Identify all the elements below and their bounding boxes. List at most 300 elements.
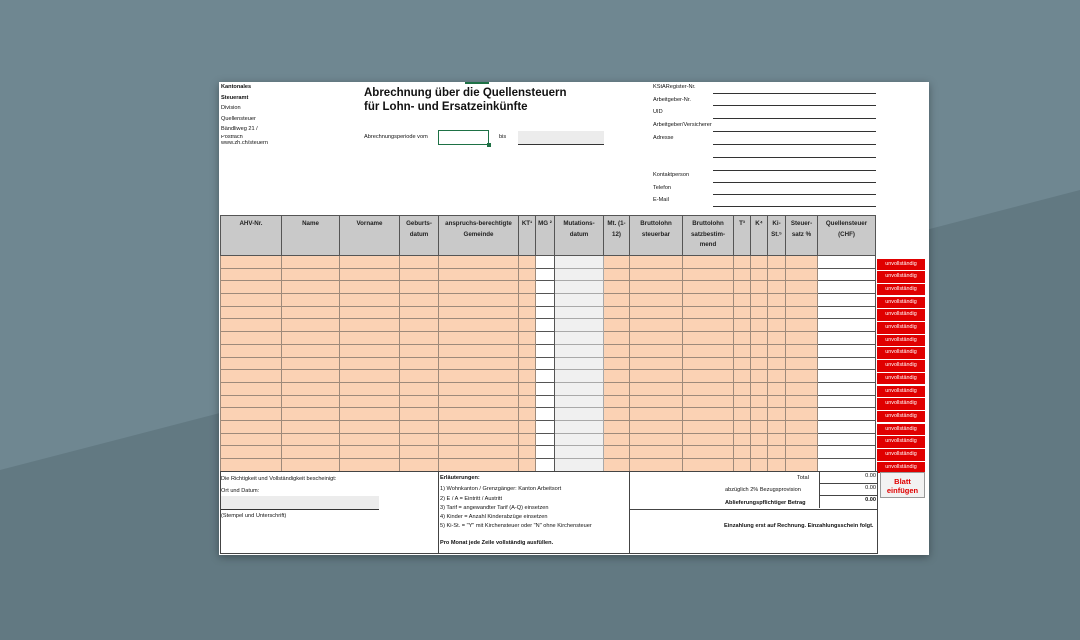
cell-kt[interactable] bbox=[519, 408, 536, 421]
cell-quellensteuer[interactable] bbox=[818, 256, 876, 269]
cell-gemeinde[interactable] bbox=[439, 344, 519, 357]
cell-monat[interactable] bbox=[604, 459, 630, 472]
cell-name[interactable] bbox=[282, 395, 340, 408]
cell-vorname[interactable] bbox=[340, 319, 400, 332]
cell-quellensteuer[interactable] bbox=[818, 294, 876, 307]
cell-kinder[interactable] bbox=[751, 370, 768, 383]
org-line: Division bbox=[221, 105, 241, 111]
cell-kirchensteuer[interactable] bbox=[768, 344, 786, 357]
cell-monat[interactable] bbox=[604, 382, 630, 395]
cell-kinder[interactable] bbox=[751, 268, 768, 281]
cell-ahv-nr[interactable] bbox=[221, 319, 282, 332]
cell-name[interactable] bbox=[282, 357, 340, 370]
cell-kt[interactable] bbox=[519, 420, 536, 433]
cell-kinder[interactable] bbox=[751, 281, 768, 294]
cell-kirchensteuer[interactable] bbox=[768, 370, 786, 383]
cell-steuersatz[interactable] bbox=[786, 433, 818, 446]
cell-gemeinde[interactable] bbox=[439, 408, 519, 421]
cell-bruttolohn-satzbestimmend[interactable] bbox=[683, 382, 734, 395]
cell-bruttolohn-satzbestimmend[interactable] bbox=[683, 357, 734, 370]
cell-steuersatz[interactable] bbox=[786, 420, 818, 433]
cell-bruttolohn-satzbestimmend[interactable] bbox=[683, 256, 734, 269]
cell-bruttolohn-satzbestimmend[interactable] bbox=[683, 446, 734, 459]
cell-tarif[interactable] bbox=[734, 395, 751, 408]
cell-kinder[interactable] bbox=[751, 357, 768, 370]
cell-tarif[interactable] bbox=[734, 382, 751, 395]
cell-kirchensteuer[interactable] bbox=[768, 332, 786, 345]
cell-mutationsdatum[interactable] bbox=[555, 370, 604, 383]
cell-gemeinde[interactable] bbox=[439, 281, 519, 294]
cell-ahv-nr[interactable] bbox=[221, 294, 282, 307]
cell-vorname[interactable] bbox=[340, 459, 400, 472]
cell-gemeinde[interactable] bbox=[439, 446, 519, 459]
cell-monat[interactable] bbox=[604, 256, 630, 269]
cell-mutationsdatum[interactable] bbox=[555, 446, 604, 459]
organization-block bbox=[221, 82, 281, 149]
cell-bruttolohn-steuerbar[interactable] bbox=[630, 370, 683, 383]
cell-geburtsdatum[interactable] bbox=[400, 268, 439, 281]
cell-mutationsdatum[interactable] bbox=[555, 332, 604, 345]
cell-kirchensteuer[interactable] bbox=[768, 382, 786, 395]
cell-bruttolohn-satzbestimmend[interactable] bbox=[683, 332, 734, 345]
cell-ahv-nr[interactable] bbox=[221, 370, 282, 383]
cell-vorname[interactable] bbox=[340, 408, 400, 421]
cell-geburtsdatum[interactable] bbox=[400, 420, 439, 433]
cell-monat[interactable] bbox=[604, 357, 630, 370]
cell-geburtsdatum[interactable] bbox=[400, 319, 439, 332]
cell-bruttolohn-satzbestimmend[interactable] bbox=[683, 281, 734, 294]
status-badge: unvollständig bbox=[877, 360, 925, 372]
cell-mutationsdatum[interactable] bbox=[555, 459, 604, 472]
cell-kt[interactable] bbox=[519, 332, 536, 345]
telefon-input[interactable] bbox=[713, 194, 876, 195]
cell-mutationsdatum[interactable] bbox=[555, 344, 604, 357]
cell-monat[interactable] bbox=[604, 294, 630, 307]
cell-quellensteuer[interactable] bbox=[818, 319, 876, 332]
cell-bruttolohn-steuerbar[interactable] bbox=[630, 420, 683, 433]
cell-vorname[interactable] bbox=[340, 395, 400, 408]
cell-kinder[interactable] bbox=[751, 420, 768, 433]
cell-quellensteuer[interactable] bbox=[818, 357, 876, 370]
cell-steuersatz[interactable] bbox=[786, 357, 818, 370]
cell-name[interactable] bbox=[282, 332, 340, 345]
cell-kirchensteuer[interactable] bbox=[768, 256, 786, 269]
cell-geburtsdatum[interactable] bbox=[400, 344, 439, 357]
payment-note: Einzahlung erst auf Rechnung. Einzahlungsschein folgt. bbox=[724, 523, 874, 529]
cell-name[interactable] bbox=[282, 344, 340, 357]
cell-kirchensteuer[interactable] bbox=[768, 433, 786, 446]
cell-bruttolohn-satzbestimmend[interactable] bbox=[683, 459, 734, 472]
cell-geburtsdatum[interactable] bbox=[400, 306, 439, 319]
cell-bruttolohn-satzbestimmend[interactable] bbox=[683, 433, 734, 446]
cell-mutationsdatum[interactable] bbox=[555, 256, 604, 269]
cell-steuersatz[interactable] bbox=[786, 370, 818, 383]
cell-kt[interactable] bbox=[519, 370, 536, 383]
cell-geburtsdatum[interactable] bbox=[400, 357, 439, 370]
cell-steuersatz[interactable] bbox=[786, 459, 818, 472]
cell-geburtsdatum[interactable] bbox=[400, 433, 439, 446]
cell-mg[interactable] bbox=[536, 357, 555, 370]
cell-gemeinde[interactable] bbox=[439, 306, 519, 319]
cell-kt[interactable] bbox=[519, 357, 536, 370]
cell-bruttolohn-steuerbar[interactable] bbox=[630, 332, 683, 345]
cell-bruttolohn-satzbestimmend[interactable] bbox=[683, 408, 734, 421]
cell-ahv-nr[interactable] bbox=[221, 268, 282, 281]
add-sheet-button[interactable]: Blatt einfügen bbox=[880, 472, 925, 498]
cell-kirchensteuer[interactable] bbox=[768, 294, 786, 307]
cell-kirchensteuer[interactable] bbox=[768, 268, 786, 281]
cell-mg[interactable] bbox=[536, 294, 555, 307]
period-from-input[interactable] bbox=[438, 130, 489, 145]
cell-tarif[interactable] bbox=[734, 268, 751, 281]
cell-geburtsdatum[interactable] bbox=[400, 446, 439, 459]
email-input[interactable] bbox=[713, 206, 876, 207]
cell-gemeinde[interactable] bbox=[439, 294, 519, 307]
cell-monat[interactable] bbox=[604, 395, 630, 408]
cell-vorname[interactable] bbox=[340, 420, 400, 433]
cell-monat[interactable] bbox=[604, 268, 630, 281]
cell-steuersatz[interactable] bbox=[786, 382, 818, 395]
cell-kt[interactable] bbox=[519, 306, 536, 319]
cell-tarif[interactable] bbox=[734, 420, 751, 433]
cell-tarif[interactable] bbox=[734, 344, 751, 357]
cell-bruttolohn-steuerbar[interactable] bbox=[630, 319, 683, 332]
cell-quellensteuer[interactable] bbox=[818, 446, 876, 459]
cell-kirchensteuer[interactable] bbox=[768, 395, 786, 408]
kstaregister-input[interactable] bbox=[713, 93, 876, 94]
uid-input[interactable] bbox=[713, 118, 876, 119]
cell-steuersatz[interactable] bbox=[786, 344, 818, 357]
cell-mutationsdatum[interactable] bbox=[555, 281, 604, 294]
cell-monat[interactable] bbox=[604, 408, 630, 421]
cell-name[interactable] bbox=[282, 268, 340, 281]
cell-bruttolohn-steuerbar[interactable] bbox=[630, 344, 683, 357]
cell-bruttolohn-steuerbar[interactable] bbox=[630, 446, 683, 459]
cell-mutationsdatum[interactable] bbox=[555, 357, 604, 370]
cell-quellensteuer[interactable] bbox=[818, 382, 876, 395]
cell-geburtsdatum[interactable] bbox=[400, 395, 439, 408]
cell-gemeinde[interactable] bbox=[439, 268, 519, 281]
cell-steuersatz[interactable] bbox=[786, 306, 818, 319]
cell-steuersatz[interactable] bbox=[786, 319, 818, 332]
cell-mg[interactable] bbox=[536, 281, 555, 294]
cell-mg[interactable] bbox=[536, 395, 555, 408]
cell-vorname[interactable] bbox=[340, 294, 400, 307]
cell-tarif[interactable] bbox=[734, 281, 751, 294]
cell-monat[interactable] bbox=[604, 344, 630, 357]
cell-bruttolohn-satzbestimmend[interactable] bbox=[683, 319, 734, 332]
cell-mg[interactable] bbox=[536, 332, 555, 345]
cell-steuersatz[interactable] bbox=[786, 281, 818, 294]
cell-mutationsdatum[interactable] bbox=[555, 433, 604, 446]
cell-mg[interactable] bbox=[536, 420, 555, 433]
cell-kirchensteuer[interactable] bbox=[768, 459, 786, 472]
cell-bruttolohn-steuerbar[interactable] bbox=[630, 395, 683, 408]
cell-mg[interactable] bbox=[536, 306, 555, 319]
cell-bruttolohn-satzbestimmend[interactable] bbox=[683, 344, 734, 357]
cell-gemeinde[interactable] bbox=[439, 459, 519, 472]
cell-quellensteuer[interactable] bbox=[818, 408, 876, 421]
cell-mg[interactable] bbox=[536, 370, 555, 383]
cell-vorname[interactable] bbox=[340, 433, 400, 446]
cell-tarif[interactable] bbox=[734, 256, 751, 269]
cell-steuersatz[interactable] bbox=[786, 395, 818, 408]
cell-mg[interactable] bbox=[536, 382, 555, 395]
cell-bruttolohn-satzbestimmend[interactable] bbox=[683, 420, 734, 433]
cell-monat[interactable] bbox=[604, 446, 630, 459]
cell-tarif[interactable] bbox=[734, 459, 751, 472]
cell-tarif[interactable] bbox=[734, 370, 751, 383]
cell-kirchensteuer[interactable] bbox=[768, 420, 786, 433]
cell-ahv-nr[interactable] bbox=[221, 408, 282, 421]
cell-vorname[interactable] bbox=[340, 332, 400, 345]
cell-steuersatz[interactable] bbox=[786, 294, 818, 307]
cell-vorname[interactable] bbox=[340, 382, 400, 395]
cell-tarif[interactable] bbox=[734, 357, 751, 370]
cell-quellensteuer[interactable] bbox=[818, 433, 876, 446]
cell-name[interactable] bbox=[282, 408, 340, 421]
cell-ahv-nr[interactable] bbox=[221, 446, 282, 459]
cell-kinder[interactable] bbox=[751, 433, 768, 446]
cell-mutationsdatum[interactable] bbox=[555, 306, 604, 319]
table-row bbox=[221, 306, 876, 319]
cell-kt[interactable] bbox=[519, 433, 536, 446]
kontaktperson-input[interactable] bbox=[713, 182, 876, 183]
cell-name[interactable] bbox=[282, 319, 340, 332]
cell-monat[interactable] bbox=[604, 319, 630, 332]
cell-kinder[interactable] bbox=[751, 256, 768, 269]
cell-name[interactable] bbox=[282, 382, 340, 395]
cell-gemeinde[interactable] bbox=[439, 370, 519, 383]
cell-tarif[interactable] bbox=[734, 446, 751, 459]
cell-monat[interactable] bbox=[604, 281, 630, 294]
cell-bruttolohn-steuerbar[interactable] bbox=[630, 408, 683, 421]
cell-kinder[interactable] bbox=[751, 408, 768, 421]
status-badge: unvollständig bbox=[877, 309, 925, 321]
cell-kt[interactable] bbox=[519, 268, 536, 281]
cell-ahv-nr[interactable] bbox=[221, 395, 282, 408]
cell-kinder[interactable] bbox=[751, 332, 768, 345]
cell-kinder[interactable] bbox=[751, 382, 768, 395]
adresse-input-line1[interactable] bbox=[713, 144, 876, 145]
cell-name[interactable] bbox=[282, 446, 340, 459]
header-vorname: Vorname bbox=[340, 216, 400, 256]
cell-tarif[interactable] bbox=[734, 294, 751, 307]
cell-mutationsdatum[interactable] bbox=[555, 382, 604, 395]
cell-kirchensteuer[interactable] bbox=[768, 281, 786, 294]
cell-mg[interactable] bbox=[536, 268, 555, 281]
cell-bruttolohn-steuerbar[interactable] bbox=[630, 268, 683, 281]
header-name: Name bbox=[282, 216, 340, 256]
cell-gemeinde[interactable] bbox=[439, 256, 519, 269]
cell-mg[interactable] bbox=[536, 433, 555, 446]
cell-kt[interactable] bbox=[519, 319, 536, 332]
cell-vorname[interactable] bbox=[340, 268, 400, 281]
cell-mutationsdatum[interactable] bbox=[555, 294, 604, 307]
adresse-input-line2[interactable] bbox=[713, 157, 876, 158]
cell-mutationsdatum[interactable] bbox=[555, 268, 604, 281]
cell-tarif[interactable] bbox=[734, 319, 751, 332]
cell-monat[interactable] bbox=[604, 370, 630, 383]
cell-ahv-nr[interactable] bbox=[221, 357, 282, 370]
cell-vorname[interactable] bbox=[340, 281, 400, 294]
cell-kinder[interactable] bbox=[751, 395, 768, 408]
cell-bruttolohn-steuerbar[interactable] bbox=[630, 256, 683, 269]
cell-ahv-nr[interactable] bbox=[221, 433, 282, 446]
cell-kinder[interactable] bbox=[751, 459, 768, 472]
cell-steuersatz[interactable] bbox=[786, 256, 818, 269]
cell-kirchensteuer[interactable] bbox=[768, 306, 786, 319]
cell-name[interactable] bbox=[282, 420, 340, 433]
cell-steuersatz[interactable] bbox=[786, 332, 818, 345]
place-date-input[interactable] bbox=[221, 496, 379, 510]
cell-kinder[interactable] bbox=[751, 446, 768, 459]
cell-geburtsdatum[interactable] bbox=[400, 459, 439, 472]
cell-kinder[interactable] bbox=[751, 306, 768, 319]
cell-kirchensteuer[interactable] bbox=[768, 408, 786, 421]
cell-kirchensteuer[interactable] bbox=[768, 319, 786, 332]
cell-gemeinde[interactable] bbox=[439, 382, 519, 395]
cell-kt[interactable] bbox=[519, 446, 536, 459]
cell-mg[interactable] bbox=[536, 408, 555, 421]
cell-kirchensteuer[interactable] bbox=[768, 357, 786, 370]
cell-quellensteuer[interactable] bbox=[818, 306, 876, 319]
cell-monat[interactable] bbox=[604, 332, 630, 345]
cell-quellensteuer[interactable] bbox=[818, 370, 876, 383]
cell-gemeinde[interactable] bbox=[439, 332, 519, 345]
cell-kinder[interactable] bbox=[751, 319, 768, 332]
cell-quellensteuer[interactable] bbox=[818, 268, 876, 281]
cell-monat[interactable] bbox=[604, 420, 630, 433]
cell-ahv-nr[interactable] bbox=[221, 281, 282, 294]
cell-vorname[interactable] bbox=[340, 344, 400, 357]
table-row bbox=[221, 370, 876, 383]
cell-name[interactable] bbox=[282, 370, 340, 383]
cell-kt[interactable] bbox=[519, 395, 536, 408]
cell-quellensteuer[interactable] bbox=[818, 281, 876, 294]
cell-geburtsdatum[interactable] bbox=[400, 294, 439, 307]
cell-kt[interactable] bbox=[519, 294, 536, 307]
cell-quellensteuer[interactable] bbox=[818, 344, 876, 357]
cell-kinder[interactable] bbox=[751, 344, 768, 357]
cell-tarif[interactable] bbox=[734, 306, 751, 319]
cell-ahv-nr[interactable] bbox=[221, 332, 282, 345]
cell-steuersatz[interactable] bbox=[786, 408, 818, 421]
cell-geburtsdatum[interactable] bbox=[400, 382, 439, 395]
cell-monat[interactable] bbox=[604, 433, 630, 446]
cell-vorname[interactable] bbox=[340, 446, 400, 459]
cell-bruttolohn-steuerbar[interactable] bbox=[630, 306, 683, 319]
cell-bruttolohn-steuerbar[interactable] bbox=[630, 382, 683, 395]
cell-geburtsdatum[interactable] bbox=[400, 281, 439, 294]
cell-bruttolohn-steuerbar[interactable] bbox=[630, 357, 683, 370]
cell-geburtsdatum[interactable] bbox=[400, 256, 439, 269]
cell-geburtsdatum[interactable] bbox=[400, 332, 439, 345]
cell-ahv-nr[interactable] bbox=[221, 459, 282, 472]
cell-name[interactable] bbox=[282, 433, 340, 446]
cell-gemeinde[interactable] bbox=[439, 433, 519, 446]
period-to-input[interactable] bbox=[518, 131, 604, 145]
cell-kinder[interactable] bbox=[751, 294, 768, 307]
cell-mutationsdatum[interactable] bbox=[555, 408, 604, 421]
cell-geburtsdatum[interactable] bbox=[400, 370, 439, 383]
cell-bruttolohn-satzbestimmend[interactable] bbox=[683, 306, 734, 319]
cell-vorname[interactable] bbox=[340, 256, 400, 269]
cell-bruttolohn-steuerbar[interactable] bbox=[630, 294, 683, 307]
cell-kt[interactable] bbox=[519, 281, 536, 294]
cell-quellensteuer[interactable] bbox=[818, 332, 876, 345]
cell-vorname[interactable] bbox=[340, 357, 400, 370]
total-value: 0.00 bbox=[865, 473, 876, 479]
cell-mg[interactable] bbox=[536, 344, 555, 357]
cell-bruttolohn-satzbestimmend[interactable] bbox=[683, 294, 734, 307]
adresse-input-line3[interactable] bbox=[713, 170, 876, 171]
cell-steuersatz[interactable] bbox=[786, 268, 818, 281]
status-badge: unvollständig bbox=[877, 259, 925, 271]
cell-bruttolohn-satzbestimmend[interactable] bbox=[683, 370, 734, 383]
cell-tarif[interactable] bbox=[734, 408, 751, 421]
cell-gemeinde[interactable] bbox=[439, 357, 519, 370]
cell-quellensteuer[interactable] bbox=[818, 459, 876, 472]
cell-mutationsdatum[interactable] bbox=[555, 420, 604, 433]
cell-kirchensteuer[interactable] bbox=[768, 446, 786, 459]
place-date-label: Ort und Datum: bbox=[221, 488, 260, 494]
cell-ahv-nr[interactable] bbox=[221, 382, 282, 395]
header-monat: Mt. (1-12) bbox=[604, 216, 630, 256]
cell-kt[interactable] bbox=[519, 459, 536, 472]
status-badge: unvollständig bbox=[877, 373, 925, 385]
cell-tarif[interactable] bbox=[734, 433, 751, 446]
cell-quellensteuer[interactable] bbox=[818, 395, 876, 408]
cell-mutationsdatum[interactable] bbox=[555, 395, 604, 408]
cell-steuersatz[interactable] bbox=[786, 446, 818, 459]
cell-gemeinde[interactable] bbox=[439, 395, 519, 408]
cell-mg[interactable] bbox=[536, 319, 555, 332]
cell-bruttolohn-steuerbar[interactable] bbox=[630, 459, 683, 472]
cell-name[interactable] bbox=[282, 306, 340, 319]
cell-ahv-nr[interactable] bbox=[221, 420, 282, 433]
cell-gemeinde[interactable] bbox=[439, 319, 519, 332]
cell-kt[interactable] bbox=[519, 382, 536, 395]
arbeitgeber-nr-input[interactable] bbox=[713, 105, 876, 106]
cell-name[interactable] bbox=[282, 294, 340, 307]
cell-ahv-nr[interactable] bbox=[221, 344, 282, 357]
cell-bruttolohn-steuerbar[interactable] bbox=[630, 433, 683, 446]
cell-name[interactable] bbox=[282, 281, 340, 294]
cell-ahv-nr[interactable] bbox=[221, 256, 282, 269]
cell-bruttolohn-satzbestimmend[interactable] bbox=[683, 268, 734, 281]
cell-bruttolohn-satzbestimmend[interactable] bbox=[683, 395, 734, 408]
cell-bruttolohn-steuerbar[interactable] bbox=[630, 281, 683, 294]
cell-vorname[interactable] bbox=[340, 306, 400, 319]
cell-geburtsdatum[interactable] bbox=[400, 408, 439, 421]
cell-kt[interactable] bbox=[519, 344, 536, 357]
cell-kt[interactable] bbox=[519, 256, 536, 269]
cell-gemeinde[interactable] bbox=[439, 420, 519, 433]
cell-mutationsdatum[interactable] bbox=[555, 319, 604, 332]
cell-mg[interactable] bbox=[536, 459, 555, 472]
cell-name[interactable] bbox=[282, 459, 340, 472]
cell-mg[interactable] bbox=[536, 446, 555, 459]
cell-tarif[interactable] bbox=[734, 332, 751, 345]
cell-name[interactable] bbox=[282, 256, 340, 269]
arbeitgeber-input[interactable] bbox=[713, 131, 876, 132]
cell-ahv-nr[interactable] bbox=[221, 306, 282, 319]
cell-mg[interactable] bbox=[536, 256, 555, 269]
cell-monat[interactable] bbox=[604, 306, 630, 319]
cell-vorname[interactable] bbox=[340, 370, 400, 383]
cell-quellensteuer[interactable] bbox=[818, 420, 876, 433]
